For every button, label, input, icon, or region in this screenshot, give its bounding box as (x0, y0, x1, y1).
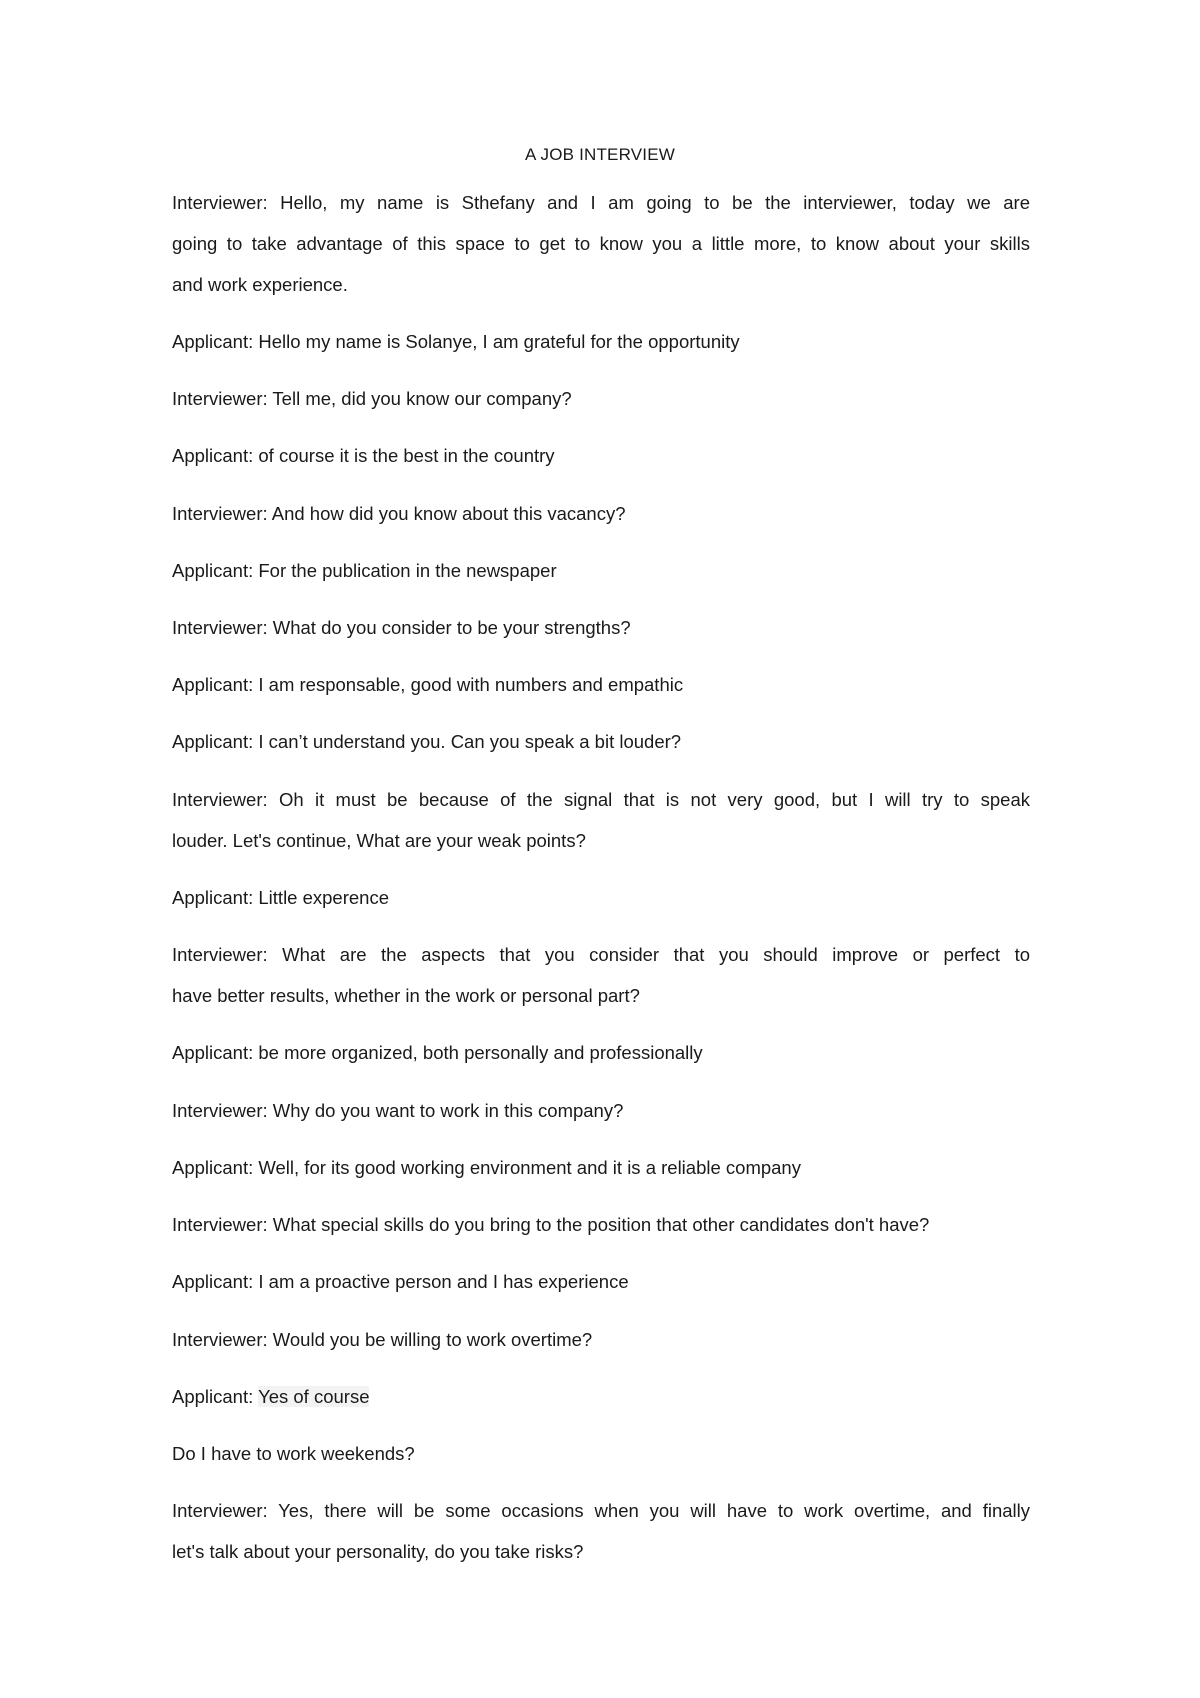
paragraph-interviewer-skills-question: Interviewer: What special skills do you bring to the position that other candidates don't have? (172, 1214, 930, 1235)
paragraph-interviewer-improve-question-line-2: have better results, whether in the work or personal part? (172, 985, 640, 1006)
applicant-label: Applicant: (172, 1386, 259, 1407)
paragraph-interviewer-risks-line-1: Interviewer: Yes, there will be some occasions when you will have to work overtime, and finally (172, 1500, 1030, 1521)
document-title: A JOB INTERVIEW (524, 145, 676, 164)
paragraph-interviewer-intro-line-2: going to take advantage of this space to get to know you a little more, to know about your skills (172, 233, 1030, 254)
paragraph-interviewer-improve-question-line-1: Interviewer: What are the aspects that you consider that you should improve or perfect to (172, 944, 1030, 965)
paragraph-applicant-skills-answer: Applicant: I am a proactive person and I has experience (172, 1271, 629, 1292)
paragraph-applicant-vacancy-answer: Applicant: For the publication in the newspaper (172, 560, 557, 581)
paragraph-applicant-weak-points-answer: Applicant: Little experence (172, 887, 389, 908)
paragraph-interviewer-overtime-question: Interviewer: Would you be willing to work overtime? (172, 1329, 593, 1350)
paragraph-interviewer-intro-line-1: Interviewer: Hello, my name is Sthefany and I am going to be the interviewer, today we are (172, 192, 1030, 213)
paragraph-applicant-louder-request: Applicant: I can’t understand you. Can you speak a bit louder? (172, 731, 682, 752)
paragraph-interviewer-risks-line-2: let's talk about your personality, do you take risks? (172, 1541, 584, 1562)
paragraph-interviewer-intro-line-3: and work experience. (172, 274, 348, 295)
paragraph-interviewer-why-company-question: Interviewer: Why do you want to work in this company? (172, 1100, 624, 1121)
paragraph-applicant-company-answer: Applicant: of course it is the best in the country (172, 445, 555, 466)
paragraph-interviewer-weak-points-line-1: Interviewer: Oh it must be because of the signal that is not very good, but I will try to speak (172, 789, 1030, 810)
paragraph-applicant-improve-answer: Applicant: be more organized, both personally and professionally (172, 1042, 703, 1063)
paragraph-interviewer-strengths-question: Interviewer: What do you consider to be your strengths? (172, 617, 631, 638)
highlighted-answer: Yes of course (258, 1386, 370, 1407)
paragraph-interviewer-vacancy-question: Interviewer: And how did you know about this vacancy? (172, 503, 626, 524)
paragraph-applicant-why-company-answer: Applicant: Well, for its good working environment and it is a reliable company (172, 1157, 801, 1178)
paragraph-applicant-strengths-answer: Applicant: I am responsable, good with numbers and empathic (172, 674, 684, 695)
paragraph-interviewer-company-question: Interviewer: Tell me, did you know our company? (172, 388, 572, 409)
paragraph-applicant-greeting: Applicant: Hello my name is Solanye, I am grateful for the opportunity (172, 331, 740, 352)
paragraph-interviewer-weak-points-line-2: louder. Let's continue, What are your weak points? (172, 830, 586, 851)
paragraph-weekends-question: Do I have to work weekends? (172, 1443, 415, 1464)
paragraph-applicant-overtime-answer (172, 1376, 1030, 1417)
